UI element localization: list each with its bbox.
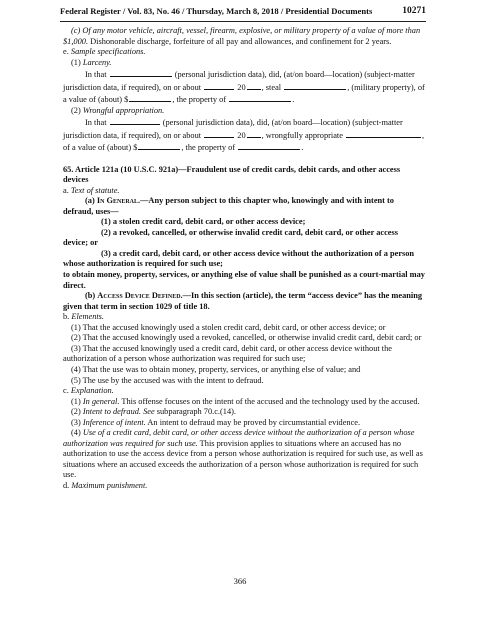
para-d-heading: d. Maximum punishment. — [63, 480, 148, 490]
para-c: (c) Of any motor vehicle, aircraft, vessel, firearm, explosive, or military property of a value of more than $1,000. Dishonorable discharge, forfeiture of all pay and allowances, and confinement for 2 years. — [63, 26, 421, 46]
element-5: (5) The use by the accused was with the intent to defraud. — [71, 375, 264, 385]
spec-wrongful: In that (personal jurisdiction data), did, (at/on board—location) (subject-matter jurisdiction data, if required), on or about 20 , wrongfully appropriate , of a value of (about) $ , the property of . — [63, 118, 425, 153]
blank-field — [229, 93, 291, 102]
para-b-heading: b. Elements. — [63, 312, 105, 322]
body-text — [63, 26, 425, 492]
header-text: Federal Register / Vol. 83, No. 46 / Thursday, March 8, 2018 / Presidential Documents — [60, 6, 373, 16]
blank-field — [204, 81, 234, 90]
para-larceny-heading: (1) Larceny. — [71, 57, 112, 67]
header-page-number: 10271 — [402, 6, 426, 16]
element-2: (2) That the accused knowingly used a revoked, cancelled, or otherwise invalid credit card, debit card; or — [71, 333, 422, 343]
article-heading: 65. Article 121a (10 U.S.C. 921a)—Fraudulent use of credit cards, debit cards, and other access devices — [63, 164, 401, 185]
element-4: (4) That the use was to obtain money, property, services, or anything else of value; and — [71, 364, 361, 374]
blank-field — [247, 81, 261, 90]
spacer — [63, 154, 425, 165]
blank-field — [129, 93, 171, 102]
spec-larceny: In that (personal jurisdiction data), did, (at/on board—location) (subject-matter jurisdiction data, if required), on or about 20 , steal , (military property), of a value of (about) $ , the property of . — [63, 70, 425, 105]
blank-field — [110, 116, 160, 125]
blank-field — [138, 141, 180, 150]
page-footer-number: 366 — [233, 576, 247, 586]
running-header — [60, 6, 426, 20]
statute-a: (a) In General.—Any person subject to this chapter who, knowingly and with intent to defraud, uses— — [63, 196, 394, 216]
element-1: (1) That the accused knowingly used a stolen credit card, debit card, or other access device; or — [71, 322, 386, 332]
explanation-1: (1) In general. This offense focuses on the intent of the accused and the technology used by the accused. — [71, 396, 420, 406]
element-3: (3) That the accused knowingly used a credit card, debit card, or other access device without the authorization of a person whose authorization was required for such use; — [63, 343, 392, 364]
para-e-heading: e. Sample specifications. — [63, 47, 146, 57]
explanation-2: (2) Intent to defraud. See subparagraph 70.c.(14). — [71, 407, 236, 417]
para-a-heading: a. Text of statute. — [63, 185, 120, 195]
explanation-4: (4) Use of a credit card, debit card, or other access device without the authorization of a person whose authorization was required for such use. This provision applies to situations where an accused has no authorization to use the access device from a person whose authorization is required for such use, as well as situations where an accused exceeds the authorization of a person whose authorization is required for such use. — [63, 428, 423, 480]
statute-a1: (1) a stolen credit card, debit card, or other access device; — [101, 217, 306, 227]
header-rule — [60, 21, 426, 22]
statute-a3: (3) a credit card, debit card, or other access device without the authorization of a person whose authorization is required for such use; — [63, 248, 415, 269]
blank-field — [238, 141, 300, 150]
para-wrongful-heading: (2) Wrongful appropriation. — [71, 105, 165, 115]
statute-a-tail: to obtain money, property, services, or anything else of value shall be punished as a court-martial may direct. — [63, 270, 425, 290]
explanation-3: (3) Inference of intent. An intent to defraud may be proved by circumstantial evidence. — [71, 417, 361, 427]
blank-field — [110, 68, 172, 77]
statute-a2: (2) a revoked, cancelled, or otherwise invalid credit card, debit card, or other access device; or — [63, 227, 399, 248]
blank-field — [204, 129, 234, 138]
c-punishment-heading: (c) Of any motor vehicle, aircraft, vessel, firearm, explosive, or military property of a value of more than $1,000. — [63, 26, 421, 46]
blank-field — [346, 129, 421, 138]
blank-field — [247, 129, 261, 138]
statute-b: (b) Access Device Defined.—In this section (article), the term “access device” has the meaning given that term in section 1029 of title 18. — [63, 291, 423, 311]
para-c-heading: c. Explanation. — [63, 386, 114, 396]
blank-field — [284, 81, 346, 90]
